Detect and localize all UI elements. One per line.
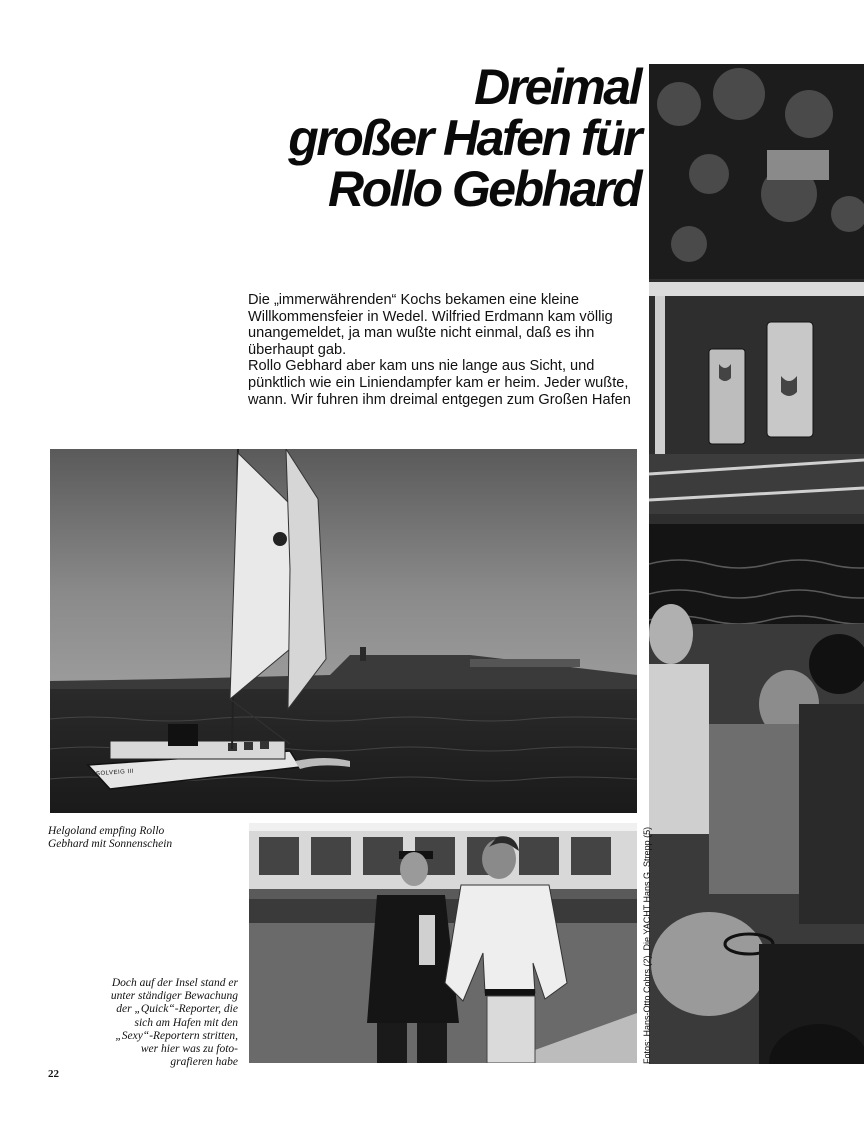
intro-text xyxy=(248,292,640,408)
reporters-caption-line-1: Doch auf der Insel stand er xyxy=(111,977,238,989)
headline-line-3: Rollo Gebhard xyxy=(328,161,640,217)
reporters-photo xyxy=(249,823,637,1063)
intro-paragraph-2: Rollo Gebhard aber kam uns nie lange aus Sicht, und pünktlich wie ein Liniendampfer kam er heim. Jeder wußte, wann. Wir fuhren ihm dreimal entgegen zum Großen Hafen xyxy=(248,358,631,408)
reporters-caption-line-6: wer hier was zu foto- xyxy=(140,1043,238,1056)
boat-name: SOLVEIG III xyxy=(95,768,135,778)
sailboat-illustration xyxy=(50,449,637,813)
intro-paragraph-1: Die „immerwährenden“ Kochs bekamen eine kleine Willkommensfeier in Wedel. Wilfried Erdmann kam völlig unangemeldet, ja man wußte nicht einmal, daß es ihn überhaupt gab. xyxy=(248,292,613,358)
reporters-caption xyxy=(48,977,238,1069)
reporters-caption-line-7: grafieren habe xyxy=(170,1056,238,1069)
reporters-caption-line-4: sich am Hafen mit den xyxy=(134,1016,238,1029)
harbor-crowd-illustration xyxy=(649,64,864,1064)
headline-line-2: großer Hafen für xyxy=(288,110,640,166)
sailboat-photo xyxy=(50,449,637,813)
reporters-caption-line-2: unter ständiger Bewachung xyxy=(110,990,238,1003)
harbor-crowd-photo xyxy=(649,64,864,1064)
reporters-caption-line-3: der „Quick“-Reporter, die xyxy=(116,1003,238,1016)
reporters-caption-line-5: „Sexy“-Reportern stritten, xyxy=(115,1029,238,1042)
photo-credit: Fotos: Hans-Otto Cohrs (2), Die YACHT Hans G. Strepp (5) xyxy=(642,826,652,1064)
sailboat-caption-line-2: Gebhard mit Sonnenschein xyxy=(48,838,173,851)
page-number: 22 xyxy=(48,1068,59,1080)
headline-line-1: Dreimal xyxy=(474,59,640,115)
reporters-illustration xyxy=(249,823,637,1063)
sailboat-caption xyxy=(48,825,238,851)
sailboat-caption-line-1: Helgoland empfing Rollo xyxy=(48,825,165,837)
headline xyxy=(200,59,640,217)
